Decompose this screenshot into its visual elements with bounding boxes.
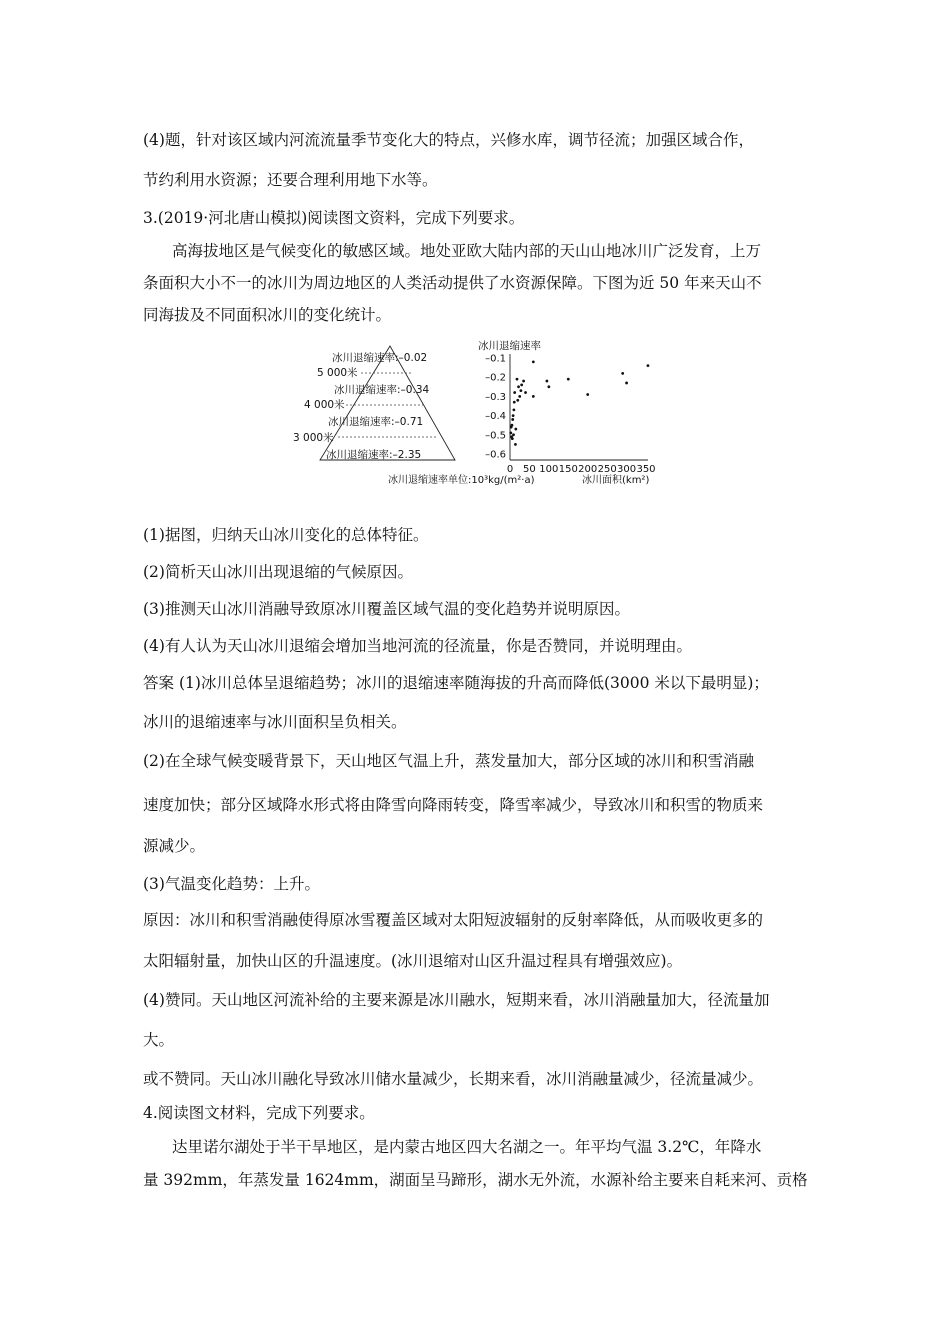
y-tick-label: –0.2 [485,372,506,384]
data-point [522,380,525,383]
data-point [520,383,523,386]
answer-line: 太阳辐射量，加快山区的升温速度。(冰川退缩对山区升温过程具有增强效应)。 [143,952,683,970]
intro-line: 高海拔地区是气候变化的敏感区域。地处亚欧大陆内部的天山山地冰川广泛发育，上万 [172,242,762,260]
y-tick-label: –0.5 [485,430,506,442]
intro-line: 同海拔及不同面积冰川的变化统计。 [143,306,392,324]
data-point [513,401,516,404]
answer-line: (3)气温变化趋势：上升。 [143,875,320,893]
question-3-heading: 3.(2019·河北唐山模拟)阅读图文资料，完成下列要求。 [143,209,525,227]
answer-line: 原因：冰川和积雪消融使得原冰雪覆盖区域对太阳短波辐射的反射率降低，从而吸收更多的 [143,911,764,929]
answer-label: 答案 [143,674,175,692]
answer-line: 或不赞同。天山冰川融化导致冰川储水量减少，长期来看，冰川消融量减少，径流量减少。 [143,1070,764,1088]
data-point [547,385,550,388]
y-tick-label: –0.3 [485,391,506,403]
data-point [511,418,514,421]
altitude-label: 5 000米 [317,367,358,379]
answer-line: 速度加快；部分区域降水形式将由降雪向降雨转变，降雪率减少，导致冰川和积雪的物质来 [143,796,764,814]
answer-line: 源减少。 [143,837,206,855]
y-axis-title: 冰川退缩速率 [478,340,541,352]
scatter-points [509,360,649,445]
rate-label: 冰川退缩速率:–0.71 [328,416,424,428]
question-4-heading: 4.阅读图文材料，完成下列要求。 [143,1104,375,1122]
answer-line [143,673,769,693]
data-point [586,393,589,396]
question-4: (4)有人认为天山冰川退缩会增加当地河流的径流量，你是否赞同，并说明理由。 [143,637,692,655]
x-tick-label: 200 [578,464,598,475]
y-tick-label: –0.1 [485,353,506,365]
text-line: 节约利用水资源；还要合理利用地下水等。 [143,171,438,189]
data-point [512,433,515,436]
y-tick-label: –0.4 [485,411,506,423]
rate-label: 冰川退缩速率:–0.02 [332,352,428,364]
data-point [625,382,628,385]
answer-text: (1)冰川总体呈退缩趋势；冰川的退缩速率随海拔的升高而降低(3000 米以下最明显)； [179,674,769,692]
data-point [621,372,624,375]
question-2: (2)简析天山冰川出现退缩的气候原因。 [143,563,413,581]
intro-line: 条面积大小不一的冰川为周边地区的人类活动提供了水资源保障。下图为近 50 年来天山不 [143,274,762,292]
x-axis-title: 冰川面积(km²) [582,475,650,486]
data-point [514,428,517,431]
rate-label: 冰川退缩速率:–2.35 [326,449,422,461]
data-point [519,389,522,392]
glacier-figure [293,338,663,490]
x-tick-label: 50 [523,464,536,475]
data-point [546,380,549,383]
figure-svg [293,338,663,490]
data-point [509,431,512,434]
unit-note: 冰川退缩速率单位:10³kg/(m²·a) [388,475,535,486]
data-point [512,414,515,417]
data-point [511,437,514,440]
data-point [517,385,520,388]
data-point [567,378,570,381]
y-tick-labels [485,354,506,461]
material-line: 达里诺尔湖处于半干旱地区，是内蒙古地区四大名湖之一。年平均气温 3.2℃，年降水 [172,1138,762,1156]
question-3: (3)推测天山冰川消融导致原冰川覆盖区域气温的变化趋势并说明原因。 [143,600,630,618]
altitude-label: 3 000米 [293,432,334,444]
altitude-label: 4 000米 [304,399,345,411]
question-1: (1)据图，归纳天山冰川变化的总体特征。 [143,526,429,544]
data-point [516,399,519,402]
y-tick-label: –0.6 [485,449,506,461]
material-line: 量 392mm，年蒸发量 1624mm，湖面呈马蹄形，湖水无外流，水源补给主要来自耗来河、贡格 [143,1171,808,1189]
data-point [647,364,650,367]
rate-label: 冰川退缩速率:–0.34 [334,384,430,396]
data-point [513,391,516,394]
data-point [516,378,519,381]
data-point [532,360,535,363]
data-point [514,443,517,446]
text-line: (4)题，针对该区域内河流流量季节变化大的特点，兴修水库，调节径流；加强区域合作， [143,131,754,149]
answer-line: 大。 [143,1031,175,1049]
x-tick-label: 250 [597,464,617,475]
answer-line: (2)在全球气候变暖背景下，天山地区气温上升，蒸发量加大，部分区域的冰川和积雪消融 [143,752,754,770]
x-tick-label: 150 [558,464,578,475]
x-tick-label: 0 [506,464,514,475]
data-point [524,391,527,394]
x-tick-label: 300 [617,464,637,475]
data-point [512,408,515,411]
x-tick-label: 350 [636,464,656,475]
data-point [511,424,514,427]
answer-line: (4)赞同。天山地区河流补给的主要来源是冰川融水，短期来看，冰川消融量加大，径流量加 [143,991,770,1009]
x-tick-labels [507,464,656,475]
x-tick-label: 100 [539,464,559,475]
data-point [532,395,535,398]
answer-line: 冰川的退缩速率与冰川面积呈负相关。 [143,713,407,731]
data-point [518,395,521,398]
